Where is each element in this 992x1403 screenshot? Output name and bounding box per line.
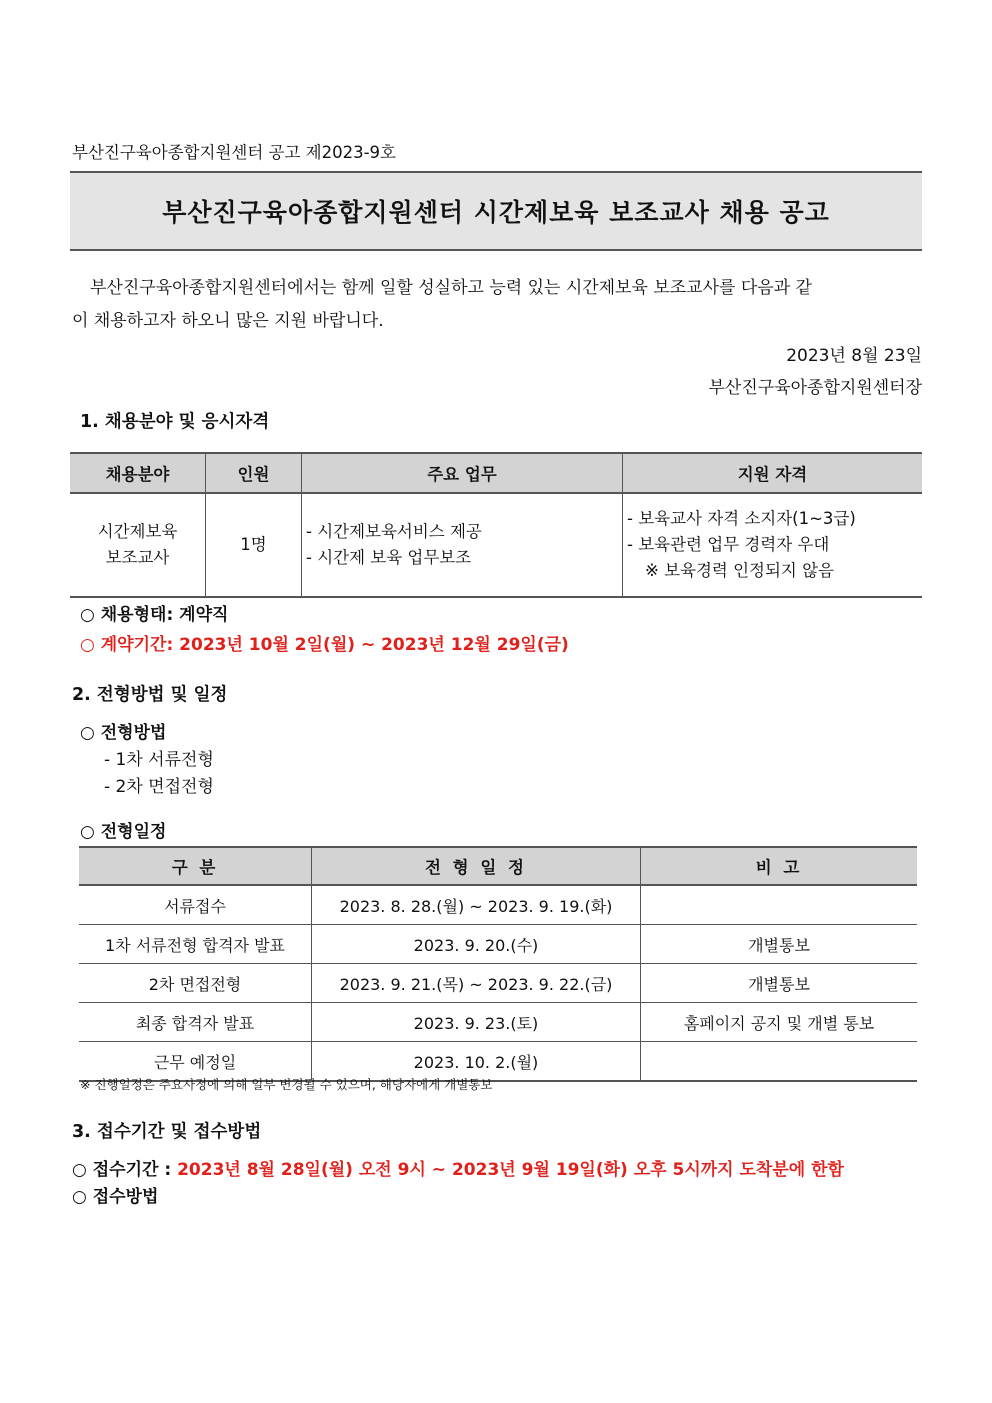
- schedule-category: 최종 합격자 발표: [79, 1003, 312, 1042]
- selection-method-1: - 1차 서류전형: [104, 750, 214, 770]
- schedule-date: 2023. 10. 2.(월): [312, 1042, 641, 1082]
- schedule-category: 1차 서류전형 합격자 발표: [79, 925, 312, 964]
- schedule-header-row: [79, 847, 917, 885]
- header-count: 인원: [206, 453, 302, 493]
- schedule-remark: [641, 1042, 918, 1082]
- issuer-name: 부산진구육아종합지원센터장: [708, 378, 922, 398]
- header-category: 구 분: [79, 847, 312, 885]
- schedule-date: 2023. 9. 21.(목) ~ 2023. 9. 22.(금): [312, 964, 641, 1003]
- table-row: [79, 964, 917, 1003]
- header-remarks: 비 고: [641, 847, 918, 885]
- section-1-heading: 1. 채용분야 및 응시자격: [80, 412, 270, 432]
- schedule-category: 2차 면접전형: [79, 964, 312, 1003]
- duty-line-2: - 시간제 보육 업무보조: [306, 548, 472, 567]
- schedule-remark: 홈페이지 공지 및 개별 통보: [641, 1003, 918, 1042]
- cell-duty: [302, 493, 623, 597]
- intro-line-2: 이 채용하고자 하오니 많은 지원 바랍니다.: [72, 311, 384, 331]
- qual-line-1: - 보육교사 자격 소지자(1~3급): [627, 509, 856, 528]
- duty-line-1: - 시간제보육서비스 제공: [306, 522, 482, 541]
- qual-line-2: - 보육관련 업무 경력자 우대: [627, 535, 830, 554]
- schedule-category: 근무 예정일: [79, 1042, 312, 1082]
- schedule-date: 2023. 9. 23.(토): [312, 1003, 641, 1042]
- selection-method-2: - 2차 면접전형: [104, 777, 214, 797]
- cell-count: 1명: [206, 493, 302, 597]
- notice-date: 2023년 8월 23일: [786, 346, 922, 366]
- header-qualification: 지원 자격: [623, 453, 923, 493]
- table-row: [79, 925, 917, 964]
- schedule-remark: 개별통보: [641, 964, 918, 1003]
- intro-paragraph: [72, 272, 922, 338]
- application-period-label: ○ 접수기간 :: [72, 1160, 178, 1180]
- intro-line-1: 부산진구육아종합지원센터에서는 함께 일할 성실하고 능력 있는 시간제보육 보조교사를 다음과 같: [90, 278, 812, 298]
- notice-number: 부산진구육아종합지원센터 공고 제2023-9호: [72, 143, 396, 162]
- schedule-note: ※ 진행일정은 주요사정에 의해 일부 변경될 수 있으며, 해당자에게 개별통보: [80, 1077, 493, 1092]
- cell-qualification: [623, 493, 923, 597]
- application-period: [72, 1155, 844, 1180]
- table-row: [70, 493, 922, 597]
- schedule-table: [79, 846, 917, 1082]
- recruitment-table: [70, 452, 922, 598]
- schedule-date: 2023. 8. 28.(월) ~ 2023. 9. 19.(화): [312, 885, 641, 925]
- schedule-remark: [641, 885, 918, 925]
- field-line-2: 보조교사: [105, 548, 170, 567]
- schedule-title: ○ 전형일정: [80, 822, 167, 842]
- section-3-heading: 3. 접수기간 및 접수방법: [72, 1122, 262, 1142]
- field-line-1: 시간제보육: [97, 522, 178, 541]
- cell-field: [70, 493, 206, 597]
- application-method-title: ○ 접수방법: [72, 1187, 159, 1207]
- application-period-value: 2023년 8월 28일(월) 오전 9시 ~ 2023년 9월 19일(화) 오후 5시까지 도착분에 한함: [177, 1160, 844, 1180]
- header-schedule: 전 형 일 정: [312, 847, 641, 885]
- selection-method-title: ○ 전형방법: [80, 723, 167, 743]
- header-duty: 주요 업무: [302, 453, 623, 493]
- schedule-date: 2023. 9. 20.(수): [312, 925, 641, 964]
- table-row: [79, 1003, 917, 1042]
- table-header-row: [70, 453, 922, 493]
- qual-line-3: ※ 보육경력 인정되지 않음: [645, 561, 834, 580]
- schedule-category: 서류접수: [79, 885, 312, 925]
- schedule-remark: 개별통보: [641, 925, 918, 964]
- contract-period: ○ 계약기간: 2023년 10월 2일(월) ~ 2023년 12월 29일(금): [80, 635, 569, 655]
- employment-type: ○ 채용형태: 계약직: [80, 605, 229, 625]
- header-field: 채용분야: [70, 453, 206, 493]
- table-row: [79, 885, 917, 925]
- section-2-heading: 2. 전형방법 및 일정: [72, 685, 228, 705]
- document-title: 부산진구육아종합지원센터 시간제보육 보조교사 채용 공고: [70, 171, 922, 251]
